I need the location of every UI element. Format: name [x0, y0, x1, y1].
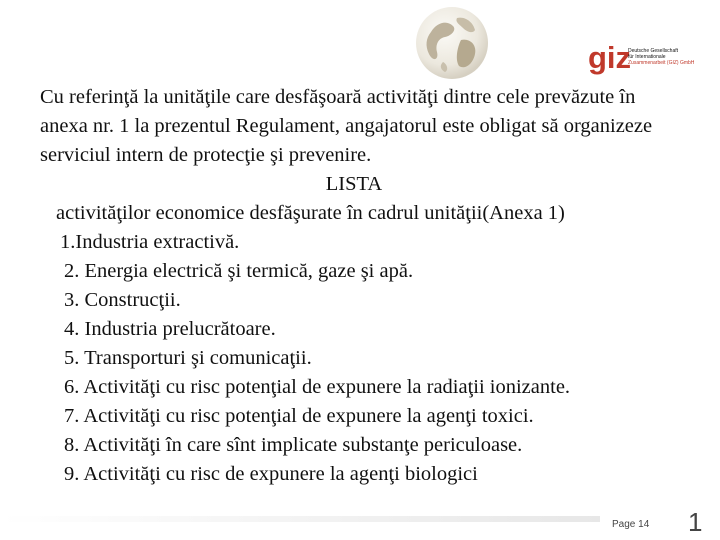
- list-subtitle: activităţilor economice desfăşurate în cadrul unităţii(Anexa 1): [56, 202, 565, 224]
- logo-line: Deutsche Gesellschaft: [628, 48, 679, 54]
- logo-line: für Internationale: [628, 54, 666, 60]
- footer-divider: [0, 516, 600, 522]
- giz-logo: [588, 40, 700, 76]
- list-item: 8. Activităţi în care sînt implicate substanţe periculoase.: [64, 434, 523, 456]
- globe-icon: [413, 4, 491, 82]
- list-item: 9. Activităţi cu risc de expunere la agenţi biologici: [64, 463, 478, 485]
- slide-number: 1: [688, 507, 703, 537]
- logo-text-lines: [628, 48, 694, 66]
- list-item: 4. Industria prelucrătoare.: [64, 318, 276, 340]
- logo-line: Zusammenarbeit (GIZ) GmbH: [628, 60, 695, 66]
- list-title: LISTA: [325, 173, 383, 195]
- list-item: 6. Activităţi cu risc potenţial de expunere la radiaţii ionizante.: [64, 376, 571, 398]
- list-item: 5. Transporturi şi comunicaţii.: [64, 347, 312, 369]
- list-item: 7. Activităţi cu risc potenţial de expunere la agenţi toxici.: [64, 405, 534, 427]
- logo-mark: giz: [588, 40, 632, 75]
- list-item: 2. Energia electrică şi termică, gaze şi apă.: [64, 260, 414, 282]
- intro-paragraph: Cu referinţă la unităţile care desfăşoară activităţi dintre cele prevăzute în anexa nr. 1 la prezentul Regulament, angajatorul este obligat să organizeze serviciul intern de protecţie şi prevenire.: [40, 86, 653, 166]
- list-item: 3. Construcţii.: [64, 289, 181, 311]
- activity-list: [40, 228, 680, 489]
- page-label: Page 14: [612, 519, 650, 530]
- slide-body: [40, 83, 680, 489]
- list-item: 1.Industria extractivă.: [60, 231, 240, 253]
